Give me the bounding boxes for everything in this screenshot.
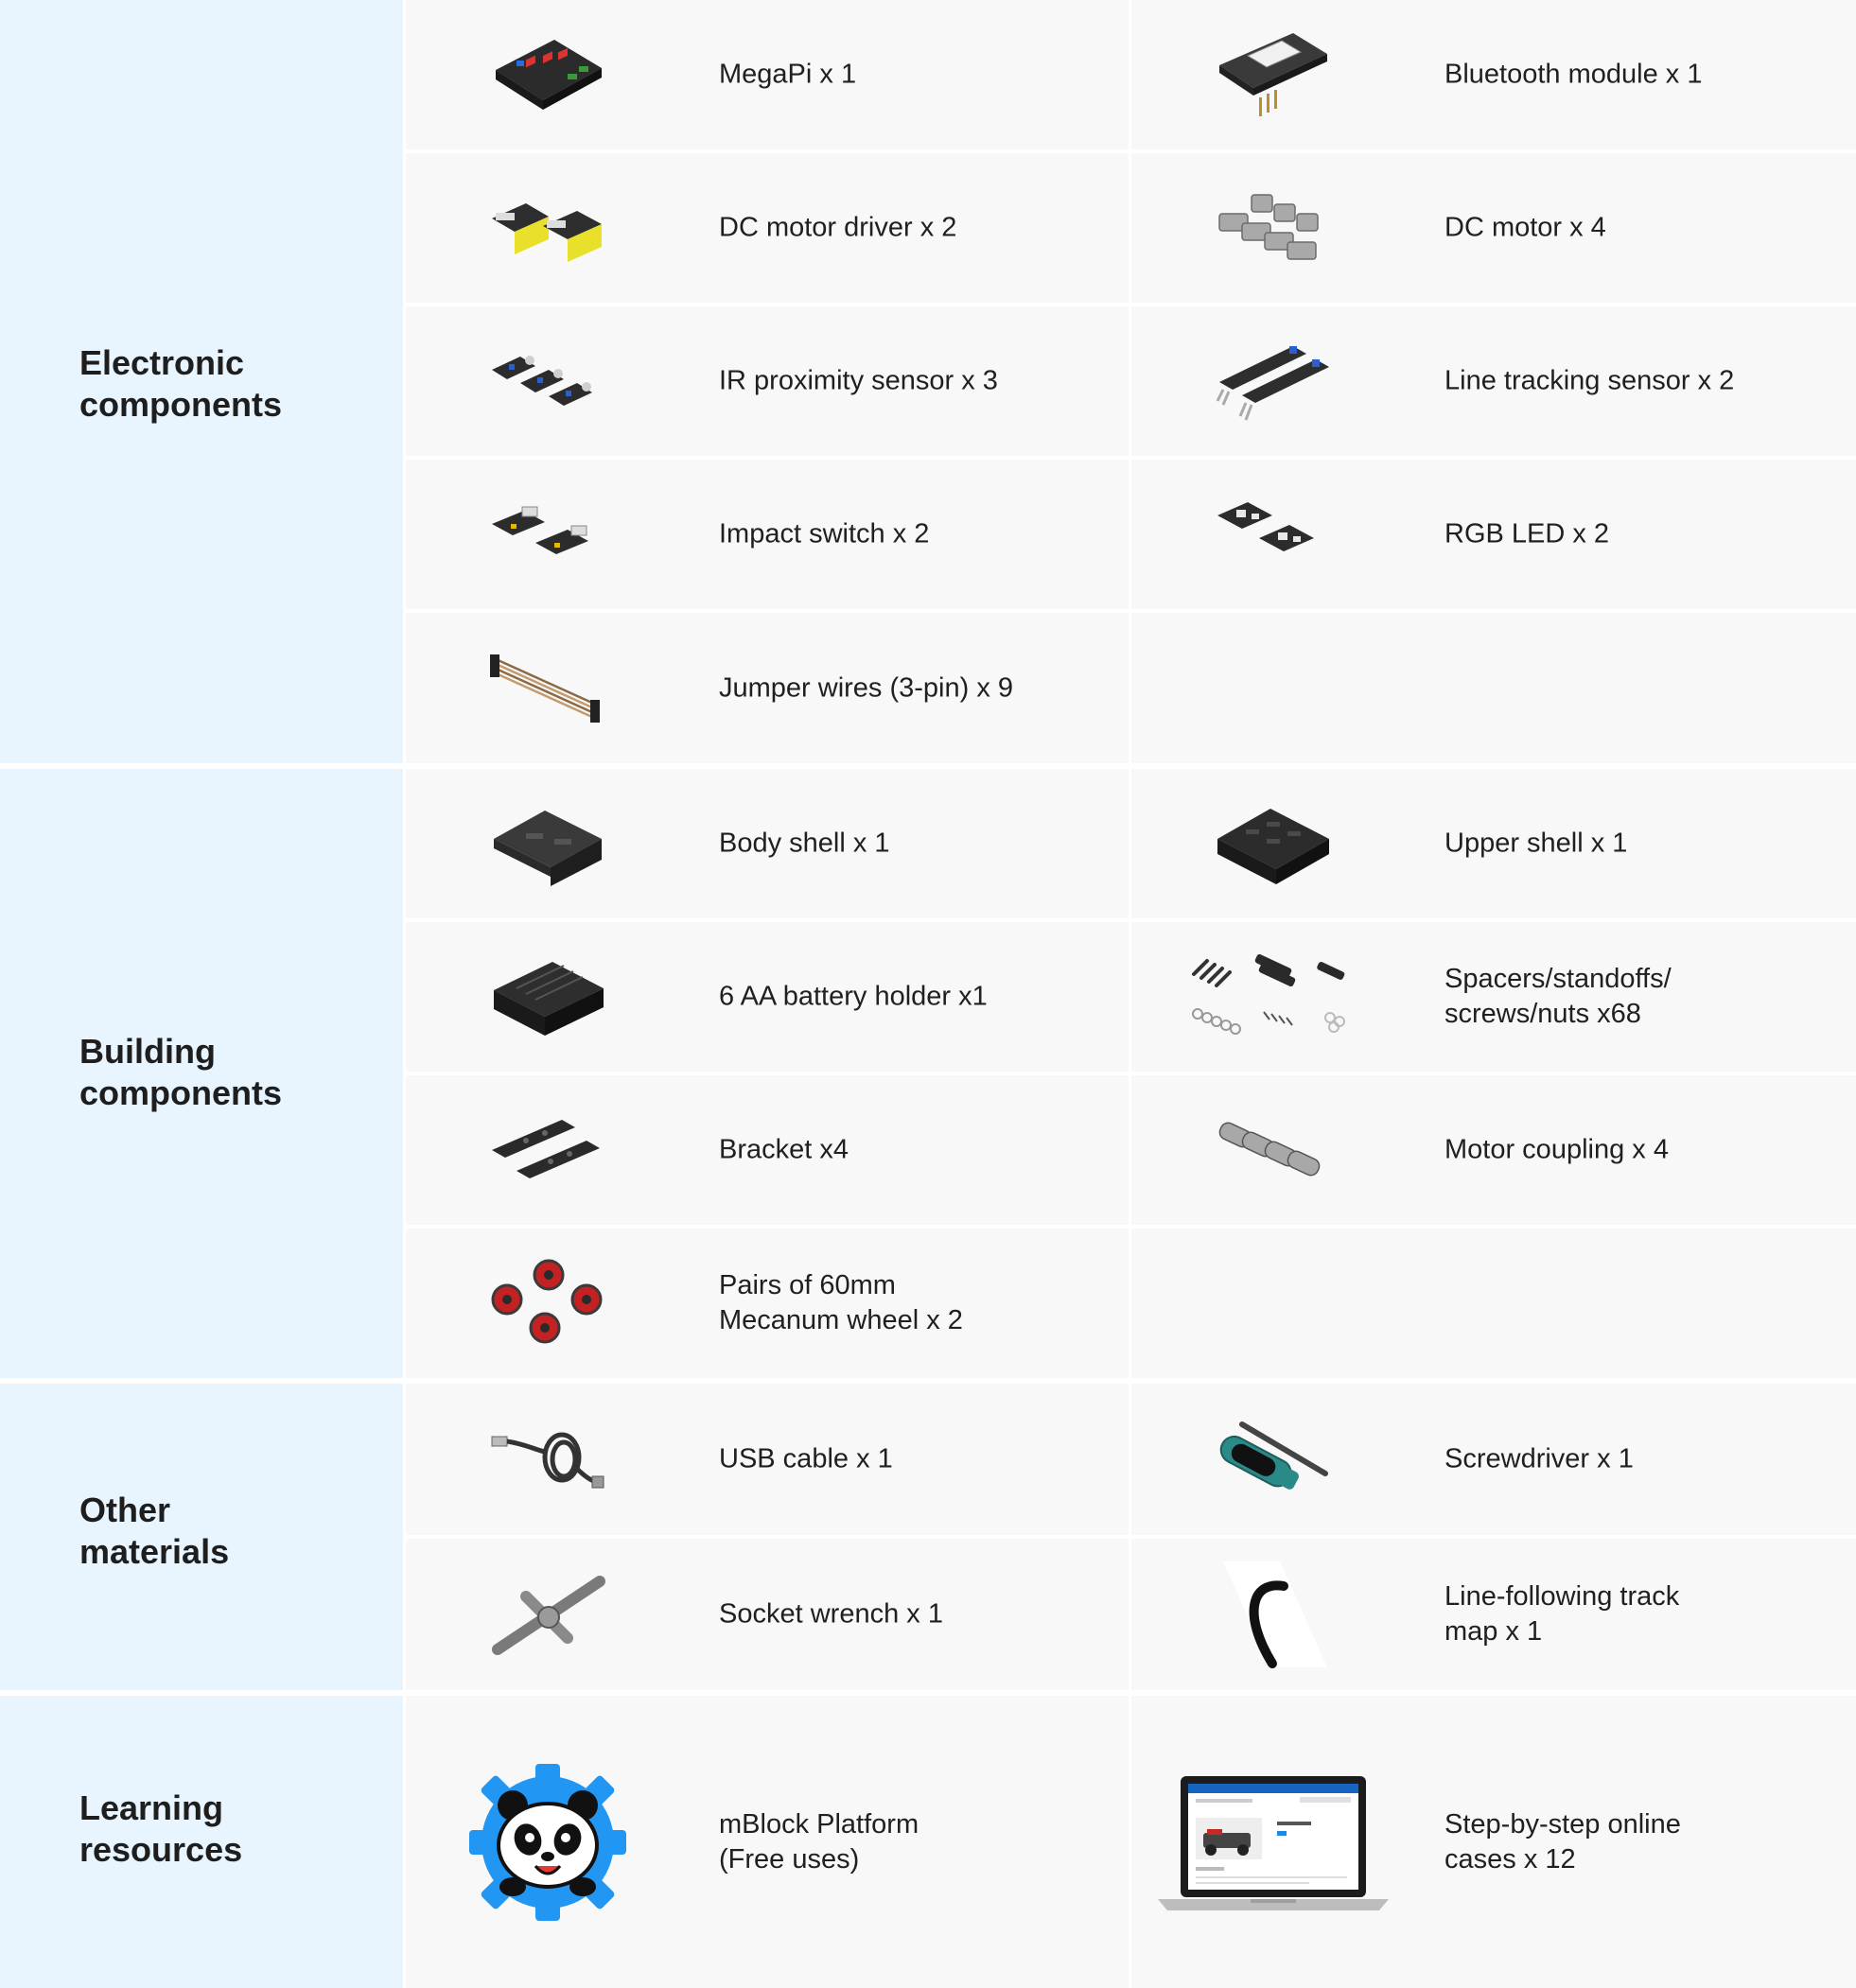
megapi-board-icon <box>406 0 690 149</box>
item-cell <box>1131 1696 1856 1988</box>
item-cell <box>406 1384 1129 1535</box>
item-label: Step-by-step online cases x 12 <box>1445 1808 1681 1875</box>
item-label: Line-following track map x 1 <box>1445 1581 1680 1647</box>
category-title: Learning resources <box>79 1788 243 1869</box>
item-cell <box>1131 1539 1856 1690</box>
item-cell <box>406 922 1129 1072</box>
mblock-panda-icon <box>406 1696 690 1988</box>
rgb-led-icon <box>1131 460 1415 609</box>
item-label: Line tracking sensor x 2 <box>1445 365 1735 396</box>
item-cell <box>406 1539 1129 1690</box>
item-label: 6 AA battery holder x1 <box>719 981 988 1012</box>
motor-driver-icon <box>406 153 690 303</box>
category-other <box>0 1384 403 1690</box>
mecanum-wheel-icon <box>406 1229 690 1378</box>
screws-icon <box>1131 922 1415 1072</box>
item-cell <box>406 769 1129 918</box>
category-title: Other materials <box>79 1491 230 1571</box>
item-label: USB cable x 1 <box>719 1443 893 1474</box>
item-label: RGB LED x 2 <box>1445 518 1610 549</box>
item-cell <box>406 306 1129 456</box>
item-label: Spacers/standoffs/ screws/nuts x68 <box>1445 964 1672 1029</box>
motor-coupling-icon <box>1131 1075 1415 1225</box>
item-label: Socket wrench x 1 <box>719 1598 943 1630</box>
upper-shell-icon <box>1131 769 1415 918</box>
item-cell <box>406 153 1129 303</box>
item-label: Bluetooth module x 1 <box>1445 59 1703 90</box>
battery-holder-icon <box>406 922 690 1072</box>
item-label: Jumper wires (3-pin) x 9 <box>719 672 1014 703</box>
category-title: Electronic components <box>79 343 283 424</box>
item-label: Screwdriver x 1 <box>1445 1443 1634 1474</box>
item-label: Upper shell x 1 <box>1445 828 1628 859</box>
item-cell <box>1131 922 1856 1072</box>
item-cell <box>406 613 1129 763</box>
item-cell <box>1131 1384 1856 1535</box>
item-cell <box>1131 769 1856 918</box>
item-cell <box>1131 0 1856 149</box>
item-label: Bracket x4 <box>719 1134 849 1165</box>
item-label: Impact switch x 2 <box>719 518 930 549</box>
item-cell <box>406 1696 1129 1988</box>
screwdriver-icon <box>1131 1384 1415 1535</box>
jumper-wires-icon <box>406 613 690 763</box>
item-cell <box>1131 306 1856 456</box>
item-label: DC motor x 4 <box>1445 212 1606 243</box>
track-map-icon <box>1131 1539 1415 1690</box>
bluetooth-module-icon <box>1131 0 1415 149</box>
bracket-icon <box>406 1075 690 1225</box>
item-label: Body shell x 1 <box>719 828 890 859</box>
item-label: mBlock Platform (Free uses) <box>719 1808 919 1875</box>
item-cell <box>1131 1075 1856 1225</box>
category-electronic <box>0 0 403 763</box>
laptop-icon <box>1131 1696 1415 1988</box>
item-label: DC motor driver x 2 <box>719 212 957 243</box>
usb-cable-icon <box>406 1384 690 1535</box>
item-cell <box>406 1229 1129 1378</box>
category-title: Building components <box>79 1032 283 1112</box>
line-sensor-icon <box>1131 306 1415 456</box>
item-label: Motor coupling x 4 <box>1445 1134 1669 1165</box>
impact-switch-icon <box>406 460 690 609</box>
dc-motor-icon <box>1131 153 1415 303</box>
socket-wrench-icon <box>406 1539 690 1690</box>
category-building <box>0 769 403 1378</box>
item-cell <box>1131 153 1856 303</box>
empty-cell <box>1131 1229 1856 1378</box>
item-label: IR proximity sensor x 3 <box>719 365 998 396</box>
empty-cell <box>1131 613 1856 763</box>
item-cell <box>406 1075 1129 1225</box>
item-cell <box>406 0 1129 149</box>
category-learning <box>0 1696 403 1988</box>
body-shell-icon <box>406 769 690 918</box>
item-label: Pairs of 60mm Mecanum wheel x 2 <box>719 1270 963 1335</box>
item-cell <box>1131 460 1856 609</box>
ir-sensor-icon <box>406 306 690 456</box>
item-label: MegaPi x 1 <box>719 59 857 90</box>
item-cell <box>406 460 1129 609</box>
